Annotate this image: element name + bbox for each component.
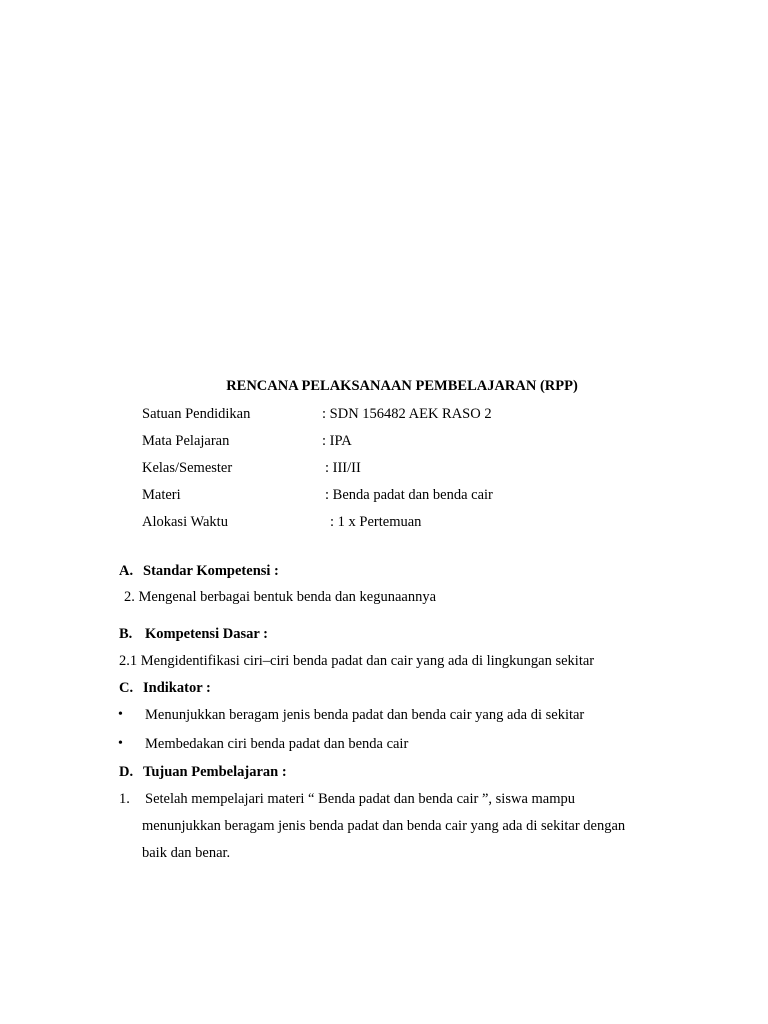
- section-c-heading: Indikator :: [143, 680, 211, 696]
- section-b-letter: B.: [119, 626, 133, 642]
- identity-value-satuan-pendidikan: : SDN 156482 AEK RASO 2: [322, 406, 492, 422]
- bullet-icon: •: [118, 736, 123, 751]
- identity-label-mata-pelajaran: Mata Pelajaran: [142, 433, 230, 449]
- section-a-text: 2. Mengenal berbagai bentuk benda dan kegunaannya: [124, 589, 437, 605]
- indikator-item: Menunjukkan beragam jenis benda padat dan benda cair yang ada di sekitar: [145, 707, 585, 723]
- identity-label-materi: Materi: [142, 487, 181, 503]
- section-a-heading: Standar Kompetensi :: [143, 563, 279, 579]
- tujuan-line: Setelah mempelajari materi “ Benda padat dan benda cair ”, siswa mampu: [145, 791, 575, 807]
- bullet-icon: •: [118, 707, 123, 722]
- tujuan-line: baik dan benar.: [142, 845, 231, 861]
- section-d-letter: D.: [119, 764, 134, 780]
- section-d-heading: Tujuan Pembelajaran :: [143, 764, 287, 780]
- identity-label-alokasi-waktu: Alokasi Waktu: [142, 514, 228, 530]
- identity-value-mata-pelajaran: : IPA: [322, 433, 352, 449]
- tujuan-line: menunjukkan beragam jenis benda padat dan benda cair yang ada di sekitar dengan: [142, 818, 626, 834]
- identity-label-kelas-semester: Kelas/Semester: [142, 460, 233, 476]
- section-c-letter: C.: [119, 680, 134, 696]
- section-b-heading: Kompetensi Dasar :: [145, 626, 268, 642]
- indikator-item: Membedakan ciri benda padat dan benda cair: [145, 736, 409, 752]
- identity-value-materi: : Benda padat dan benda cair: [325, 487, 493, 503]
- tujuan-item-number: 1.: [119, 791, 130, 807]
- identity-value-alokasi-waktu: : 1 x Pertemuan: [330, 514, 422, 530]
- section-a-letter: A.: [119, 563, 134, 579]
- section-b-text: 2.1 Mengidentifikasi ciri–ciri benda padat dan cair yang ada di lingkungan sekitar: [119, 653, 595, 669]
- document-title: RENCANA PELAKSANAAN PEMBELAJARAN (RPP): [226, 378, 578, 394]
- identity-value-kelas-semester: : III/II: [325, 460, 361, 476]
- identity-label-satuan-pendidikan: Satuan Pendidikan: [142, 406, 251, 422]
